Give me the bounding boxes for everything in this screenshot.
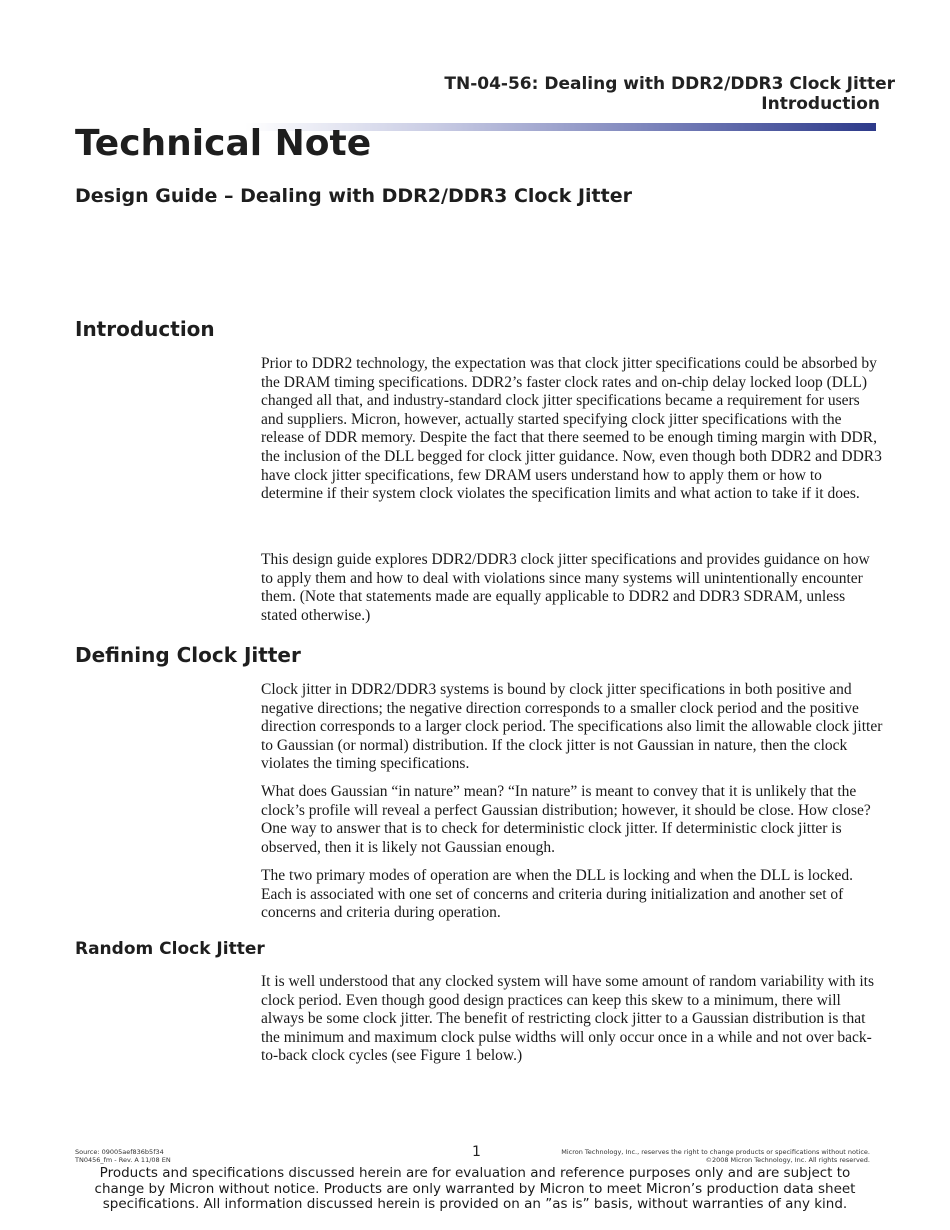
running-header (444, 74, 895, 114)
footer-rights-line-2: ©2008 Micron Technology, Inc. All rights reserved. (705, 1156, 870, 1164)
page-number: 1 (472, 1144, 481, 1160)
defining-paragraph-3: The two primary modes of operation are when the DLL is locking and when the DLL is locked. Each is associated with one set of concerns and criteria during initialization and another set of concerns and criteria during operation. (261, 867, 853, 922)
footer-source (75, 1148, 171, 1164)
heading-introduction: Introduction (75, 317, 215, 341)
heading-random-clock-jitter: Random Clock Jitter (75, 939, 265, 959)
defining-paragraph-2: What does Gaussian “in nature” mean? “In nature” is meant to convey that it is unlikely that the clock’s profile will reveal a perfect Gaussian distribution; however, it should be close. How close? One way to answer that is to check for deterministic clock jitter. If deterministic clock jitter is observed, then it is likely not Gaussian enough. (261, 783, 871, 856)
header-section: Introduction (761, 94, 880, 114)
footer-rights-line-1: Micron Technology, Inc., reserves the right to change products or specifications without notice. (561, 1148, 870, 1156)
intro-paragraph-1: Prior to DDR2 technology, the expectation was that clock jitter specifications could be absorbed by the DRAM timing specifications. DDR2’s faster clock rates and on-chip delay locked loop (DLL) changed all that, and industry-standard clock jitter specifications became a requirement for users and suppliers. Micron, however, actually started specifying clock jitter specifications with the release of DDR memory. Despite the fact that there seemed to be enough timing margin with DDR, the inclusion of the DLL begged for clock jitter guidance. Now, even though both DDR2 and DDR3 have clock jitter specifications, few DRAM users understand how to apply them or how to determine if their system clock violates the specification limits and what action to take if it does. (261, 355, 882, 503)
random-paragraph-1: It is well understood that any clocked system will have some amount of random variability with its clock period. Even though good design practices can keep this skew to a minimum, there will always be some clock jitter. The benefit of restricting clock jitter to a Gaussian distribution is that the minimum and maximum clock pulse widths will only occur once in a while and not over back-to-back clock cycles (see Figure 1 below.) (261, 973, 874, 1065)
footer-source-line: Source: 09005aef836b5f34 (75, 1148, 164, 1156)
footer-disclaimer: Products and specifications discussed herein are for evaluation and reference purposes only and are subject to change by Micron without notice. Products are only warranted by Micron to meet Micron’s production data sheet specifications. All information discussed herein is provided on an ”as is” basis, without warranties of any kind. (94, 1165, 856, 1212)
defining-paragraph-1: Clock jitter in DDR2/DDR3 systems is bound by clock jitter specifications in both positive and negative directions; the negative direction corresponds to a smaller clock period and the positive direction corresponds to a larger clock period. The specifications also limit the allowable clock jitter to Gaussian (or normal) distribution. If the clock jitter is not Gaussian in nature, then the clock violates the timing specifications. (261, 681, 883, 773)
page-title: Technical Note (75, 123, 372, 164)
header-doc-id: TN-04-56: Dealing with DDR2/DDR3 Clock Jitter (444, 74, 895, 94)
footer-rights (561, 1148, 870, 1164)
intro-paragraph-2: This design guide explores DDR2/DDR3 clock jitter specifications and provides guidance on how to apply them and how to deal with violations since many systems will unintentionally encounter them. (Note that statements made are equally applicable to DDR2 and DDR3 SDRAM, unless stated otherwise.) (261, 551, 870, 624)
heading-defining-clock-jitter: Defining Clock Jitter (75, 643, 301, 667)
page-subtitle: Design Guide – Dealing with DDR2/DDR3 Clock Jitter (75, 185, 632, 207)
footer-file-line: TN0456_fm - Rev. A 11/08 EN (75, 1156, 171, 1164)
